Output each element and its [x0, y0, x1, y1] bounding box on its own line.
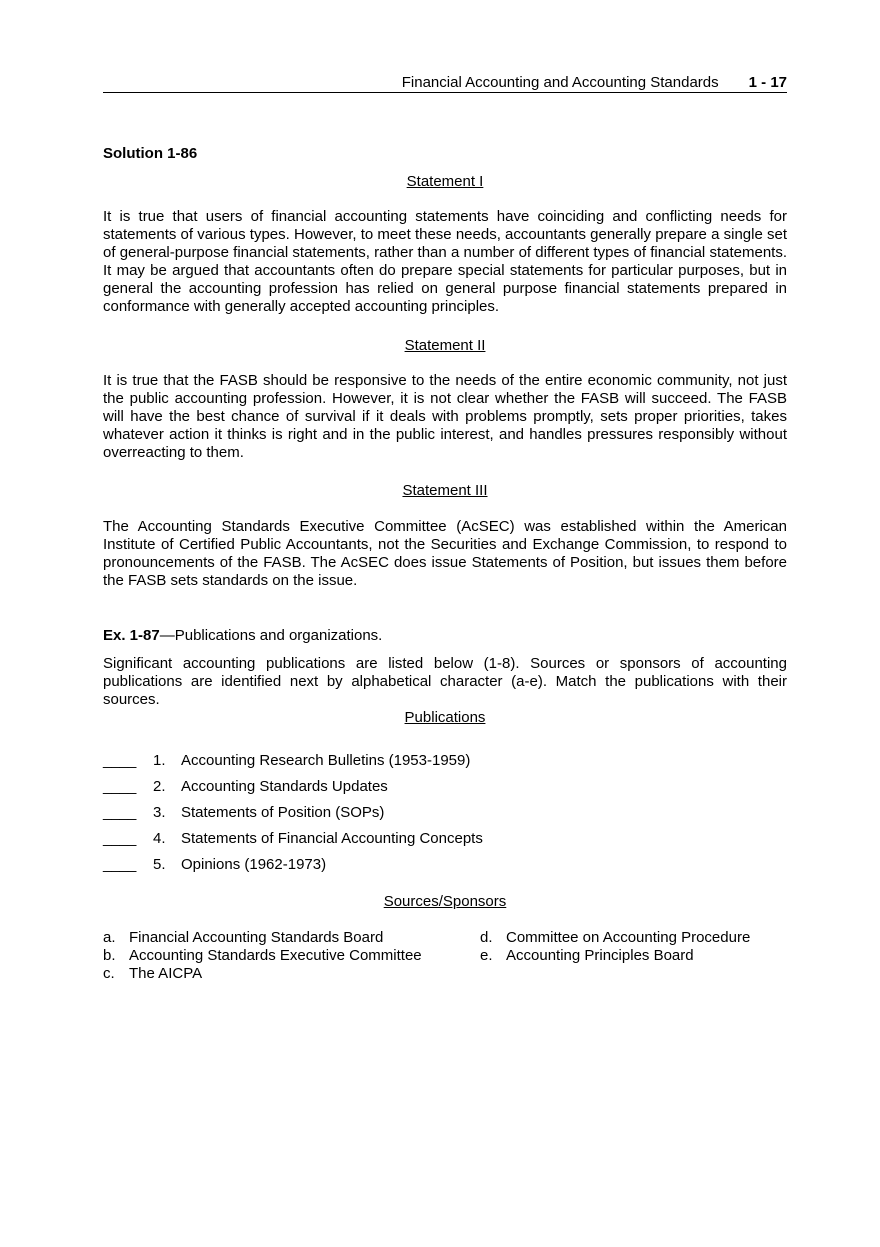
source-text: The AICPA: [129, 965, 203, 982]
publications-list: [103, 752, 787, 882]
source-letter: d.: [480, 929, 493, 946]
exercise-subtitle: —Publications and organizations.: [159, 627, 383, 644]
source-letter: a.: [103, 929, 116, 946]
statement-3-text: The Accounting Standards Executive Committee (AcSEC) was established within the American Institute of Certified Public Accountants, not the Securities and Exchange Commission, to respond to pronouncements of the FASB. The AcSEC does issue Statements of Position, but issues them before the FASB sets standards on the issue.: [103, 518, 787, 589]
exercise-title: [103, 627, 382, 645]
item-number: 4.: [153, 830, 166, 847]
source-letter: e.: [480, 947, 493, 964]
solution-title: Solution 1-86: [103, 145, 198, 162]
item-number: 5.: [153, 856, 166, 873]
source-text: Financial Accounting Standards Board: [129, 929, 384, 946]
list-item: [103, 778, 787, 804]
answer-blank: ____: [103, 830, 137, 847]
list-item: [103, 830, 787, 856]
answer-blank: ____: [103, 804, 137, 821]
sources-right-column: [480, 929, 787, 965]
list-item: [103, 856, 787, 882]
statement-1-text: It is true that users of financial accounting statements have coinciding and conflicting needs for statements of various types. However, to meet these needs, accountants generally prepare a single set of general-purpose financial statements, rather than a number of different types of financial statements. It may be argued that accountants often do prepare special statements for particular purposes, but in general the accounting profession has relied on general purpose financial statements prepared in conformance with generally accepted accounting principles.: [103, 208, 787, 315]
publication-text: Statements of Position (SOPs): [181, 804, 385, 821]
sources-heading: Sources/Sponsors: [383, 893, 507, 910]
answer-blank: ____: [103, 752, 137, 769]
publications-heading: Publications: [404, 709, 486, 726]
source-text: Accounting Principles Board: [506, 947, 694, 964]
page-header: [103, 73, 787, 93]
answer-blank: ____: [103, 778, 137, 795]
source-text: Committee on Accounting Procedure: [506, 929, 751, 946]
list-item: [103, 752, 787, 778]
statement-2-heading: Statement II: [404, 337, 486, 354]
publication-text: Opinions (1962-1973): [181, 856, 327, 873]
exercise-instructions: Significant accounting publications are listed below (1-8). Sources or sponsors of accounting publications are identified next by alphabetical character (a-e). Match the publications with their sources.: [103, 655, 787, 708]
list-item: [480, 947, 787, 965]
running-title: Financial Accounting and Accounting Standards: [401, 74, 719, 91]
publication-text: Accounting Standards Updates: [181, 778, 388, 795]
source-letter: c.: [103, 965, 115, 982]
page-number: 1 - 17: [748, 74, 787, 91]
list-item: [103, 947, 473, 965]
publication-text: Statements of Financial Accounting Concepts: [181, 830, 483, 847]
exercise-label: Ex. 1-87: [103, 627, 160, 644]
sources-left-column: [103, 929, 473, 983]
answer-blank: ____: [103, 856, 137, 873]
statement-2-text: It is true that the FASB should be responsive to the needs of the entire economic community, not just the public accounting profession. However, it is not clear whether the FASB will succeed. The FASB will have the best chance of survival if it deals with problems promptly, sets proper priorities, takes whatever action it thinks is right and in the public interest, and handles pressures responsibly without overreacting to them.: [103, 372, 787, 461]
item-number: 1.: [153, 752, 166, 769]
publication-text: Accounting Research Bulletins (1953-1959): [181, 752, 471, 769]
source-text: Accounting Standards Executive Committee: [129, 947, 422, 964]
item-number: 3.: [153, 804, 166, 821]
list-item: [103, 804, 787, 830]
list-item: [103, 929, 473, 947]
list-item: [103, 965, 473, 983]
statement-3-heading: Statement III: [402, 482, 488, 499]
statement-1-heading: Statement I: [406, 173, 484, 190]
list-item: [480, 929, 787, 947]
source-letter: b.: [103, 947, 116, 964]
item-number: 2.: [153, 778, 166, 795]
